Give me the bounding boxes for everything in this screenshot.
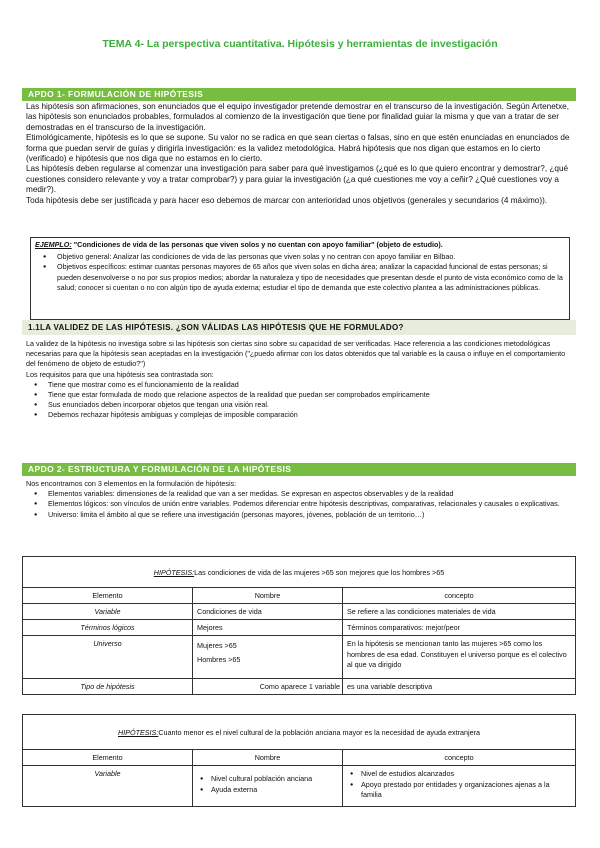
hypothesis-table-1 bbox=[22, 556, 576, 695]
paragraph: Las hipótesis son afirmaciones, son enunciados que el equipo investigador pretende demostrar en el transcurso de la investigación. Según Artenetxe, las hipótesis son enunciados probables, formulados al comienzo de la investigación que tiene por finalidad guiar la misma y que van a tratar de ser demostradas en el transcurso de la investigación. bbox=[26, 102, 569, 132]
table-cell bbox=[193, 636, 343, 678]
paragraph: Etimológicamente, hipótesis es lo que se supone. Su valor no se radica en que sean ciertas o falsas, sino en que estén enunciadas en enunciados de forma que puedan servir de guías y dirigirla investigación: es la validez metodológica. Habrá hipótesis que nos digan que estamos en lo cierto (verificado) e hipótesis que nos diga que no estamos en lo cierto. bbox=[26, 133, 570, 164]
table-cell: En la hipótesis se mencionan tanto las mujeres >65 como los hombres de esa edad. Constituyen el universo porque es el colectivo al que va dirigido bbox=[347, 639, 567, 669]
paragraph: Las hipótesis deben regularse al comenzar una investigación para saber para qué investigamos (¿qué es lo que quiero encontrar y demostrar?, ¿qué cuestiones considero relevante y voy a tratar comprobar?) y para guiar la investigación (¿a qué cuestiones me voy a ceñir? ¿Qué cuestiones voy a medir?). bbox=[26, 164, 569, 195]
list-item: ● Tiene que estar formulada de modo que relacione aspectos de la realidad que puedan ser comprobados empíricamente bbox=[26, 390, 574, 400]
table-cell: Tipo de hipótesis bbox=[23, 679, 193, 694]
hypothesis-label: HIPÓTESIS: bbox=[118, 727, 159, 737]
cell-line: Mujeres >65 bbox=[197, 641, 237, 650]
table-cell: Términos lógicos bbox=[23, 620, 193, 635]
table-cell: Como aparece 1 variable bbox=[193, 679, 343, 694]
column-header: Elemento bbox=[23, 750, 193, 765]
list-item: ● Sus enunciados deben incorporar objetos que tengan una visión real. bbox=[26, 400, 574, 410]
table-caption bbox=[23, 557, 575, 588]
table-row bbox=[23, 620, 575, 636]
section-1-1-heading: 1.1LA VALIDEZ DE LAS HIPÓTESIS. ¿SON VÁLIDAS LAS HIPÓTESIS QUE HE FORMULADO? bbox=[22, 320, 576, 335]
list-item: ● Elementos variables: dimensiones de la realidad que van a ser medidas. Se expresan en aspectos observables y de la realidad bbox=[26, 489, 574, 499]
table-cell: Mejores bbox=[193, 620, 343, 635]
hypothesis-text: Las condiciones de vida de las mujeres >65 son mejores que los hombres >65 bbox=[194, 567, 445, 577]
hypothesis-label: HIPÓTESIS: bbox=[153, 567, 195, 577]
table-cell: Universo bbox=[23, 636, 193, 678]
table-row bbox=[23, 636, 575, 679]
example-box bbox=[30, 237, 570, 320]
example-list bbox=[35, 252, 565, 293]
list-item: ● Universo: limita el ámbito al que se refiere una investigación (personas mayores, jóvenes, población de un territorio…) bbox=[26, 510, 574, 520]
list-item: ● Elementos lógicos: son vínculos de unión entre variables. Podemos diferenciar entre hipótesis descriptivas, comparativas, relacionales y causales o explicativas. bbox=[26, 499, 574, 509]
section-2-body bbox=[26, 479, 574, 520]
table-cell: Variable bbox=[23, 604, 193, 619]
elements-list bbox=[26, 489, 574, 520]
requirements-list bbox=[26, 380, 574, 421]
cell-list bbox=[347, 769, 571, 801]
hypothesis-table-2 bbox=[22, 714, 576, 807]
table-cell bbox=[193, 766, 343, 806]
list-item: ● Apoyo prestado por entidades y organizaciones ajenas a la familia bbox=[347, 780, 571, 801]
table-cell: Se refiere a las condiciones materiales de vida bbox=[347, 607, 496, 616]
paragraph: Nos encontramos con 3 elementos en la formulación de hipótesis: bbox=[26, 479, 237, 488]
table-header-row bbox=[23, 588, 575, 604]
column-header: Nombre bbox=[193, 750, 343, 765]
paragraph: Toda hipótesis debe ser justificada y para hacer eso debemos de marcar con anterioridad unos objetivos (generales y secundarios (4 máximo)). bbox=[26, 195, 548, 205]
example-title bbox=[35, 240, 565, 250]
list-item: ● Nivel de estudios alcanzados bbox=[347, 769, 571, 780]
cell-line: Hombres >65 bbox=[197, 655, 241, 664]
table-row bbox=[23, 679, 575, 694]
paragraph: La validez de la hipótesis no investiga sobre si las hipótesis son ciertas sino sobre su capacidad de ser verificadas. Hace referencia a las condiciones metodológicas necesarias para que la hipótesis sean aceptadas en la investigación ("¿puedo afirmar con los datos obtenidos que tal variable es la causa o influye en el comportamiento del fenómeno de objeto de estudio?") bbox=[26, 339, 566, 369]
example-text: "Condiciones de vida de las personas que viven solos y no cuentan con apoyo familiar" (objeto de estudio). bbox=[71, 240, 443, 249]
cell-list bbox=[197, 774, 338, 795]
table-cell: Condiciones de vida bbox=[193, 604, 343, 619]
paragraph: Los requisitos para que una hipótesis sea contrastada son: bbox=[26, 369, 214, 379]
table-cell bbox=[343, 766, 575, 806]
table-cell: es una variable descriptiva bbox=[347, 682, 433, 691]
table-row bbox=[23, 604, 575, 620]
hypothesis-text: Cuanto menor es el nivel cultural de la población anciana mayor es la necesidad de ayuda extranjera bbox=[158, 727, 480, 737]
document-title: TEMA 4- La perspectiva cuantitativa. Hipótesis y herramientas de investigación bbox=[102, 38, 498, 50]
table-row bbox=[23, 766, 575, 806]
column-header: Elemento bbox=[23, 588, 193, 603]
list-item: ● Ayuda externa bbox=[197, 785, 338, 796]
table-cell: Términos comparativos: mejor/peor bbox=[347, 623, 461, 632]
list-item: ● Objetivos específicos: estimar cuantas personas mayores de 65 años que viven solas en dicha área; analizar la capacidad funcional de estas personas; si pueden desenvolverse o no por sus propios medios; abordar la naturaleza y tipo de necesidades que presentan desde el punto de vista económico como de la salud; conocer si cuentan o no con algún tipo de ayuda externa; estudiar el tipo de demanda que este colectivo plantea a las administraciones públicas. bbox=[35, 262, 565, 293]
section-1-body bbox=[26, 102, 574, 206]
column-header: concepto bbox=[444, 753, 474, 762]
column-header: concepto bbox=[444, 591, 474, 600]
column-header: Nombre bbox=[193, 588, 343, 603]
list-item: ● Objetivo general: Analizar las condiciones de vida de las personas que viven solas y no centran con apoyo familiar en Bilbao. bbox=[35, 252, 565, 262]
section-2-heading: APDO 2- ESTRUCTURA Y FORMULACIÓN DE LA HIPÓTESIS bbox=[22, 463, 576, 476]
table-header-row bbox=[23, 750, 575, 766]
table-cell: Variable bbox=[23, 766, 193, 806]
example-label: EJEMPLO: bbox=[35, 240, 72, 249]
table-caption bbox=[23, 715, 575, 750]
list-item: ● Tiene que mostrar como es el funcionamiento de la realidad bbox=[26, 380, 574, 390]
list-item: ● Nivel cultural población anciana bbox=[197, 774, 338, 785]
section-1-heading: APDO 1- FORMULACIÓN DE HIPÓTESIS bbox=[22, 88, 576, 101]
list-item: ● Debemos rechazar hipótesis ambiguas y complejas de imposible comparación bbox=[26, 410, 574, 420]
section-1-1-body bbox=[26, 339, 574, 421]
